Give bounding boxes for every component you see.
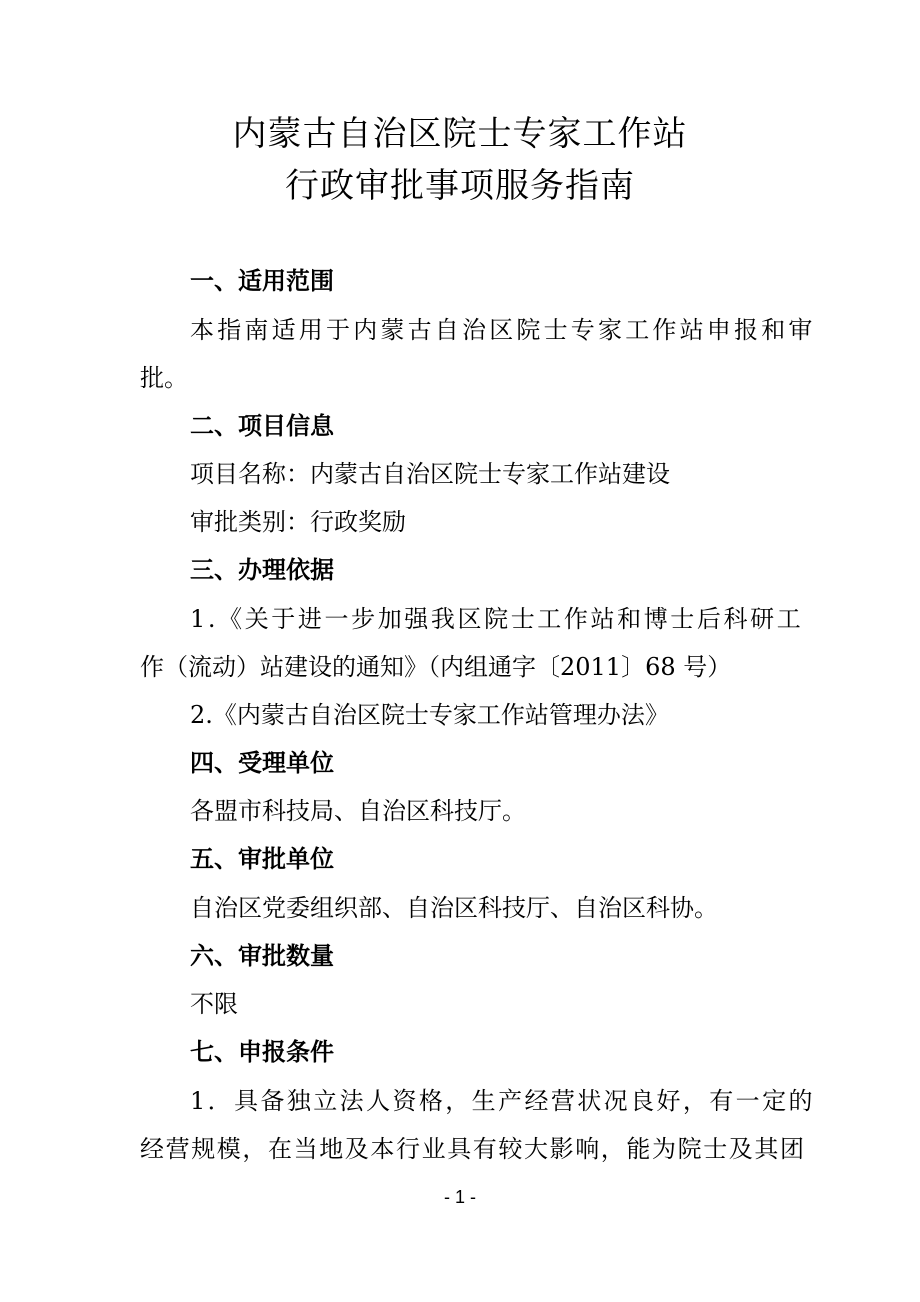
legal-basis-item-1-line-2: 作（流动）站建设的通知》（内组通字〔2011〕68 号） <box>140 653 732 681</box>
scope-text-line-1: 本指南适用于内蒙古自治区院士专家工作站申报和审 <box>190 316 816 344</box>
condition-item-1-line-1: 1．具备独立法人资格，生产经营状况良好，有一定的 <box>190 1087 815 1115</box>
project-name-line: 项目名称：内蒙古自治区院士专家工作站建设 <box>190 460 670 488</box>
accepting-unit-text: 各盟市科技局、自治区科技厅。 <box>190 797 526 825</box>
section-heading-scope: 一、适用范围 <box>190 267 334 295</box>
section-heading-approving-unit: 五、审批单位 <box>190 845 334 873</box>
page-number: - 1 - <box>443 1187 476 1207</box>
approving-unit-text: 自治区党委组织部、自治区科技厅、自治区科协。 <box>190 894 718 922</box>
section-heading-accepting-unit: 四、受理单位 <box>190 749 334 777</box>
scope-text-line-2: 批。 <box>140 364 188 392</box>
document-title-line-1: 内蒙古自治区院士专家工作站 <box>232 114 688 154</box>
document-title-line-2: 行政审批事项服务指南 <box>285 166 635 206</box>
section-heading-legal-basis: 三、办理依据 <box>190 556 334 584</box>
legal-basis-item-1-line-1: 1.《关于进一步加强我区院士工作站和博士后科研工 <box>190 605 804 633</box>
approval-quantity-text: 不限 <box>190 990 238 1018</box>
approval-category-line: 审批类别：行政奖励 <box>190 508 406 536</box>
section-heading-project-info: 二、项目信息 <box>190 412 334 440</box>
legal-basis-item-2: 2.《内蒙古自治区院士专家工作站管理办法》 <box>190 701 669 729</box>
condition-item-1-line-2: 经营规模，在当地及本行业具有较大影响，能为院士及其团 <box>140 1135 806 1163</box>
section-heading-application-conditions: 七、申报条件 <box>190 1038 334 1066</box>
section-heading-approval-quantity: 六、审批数量 <box>190 942 334 970</box>
